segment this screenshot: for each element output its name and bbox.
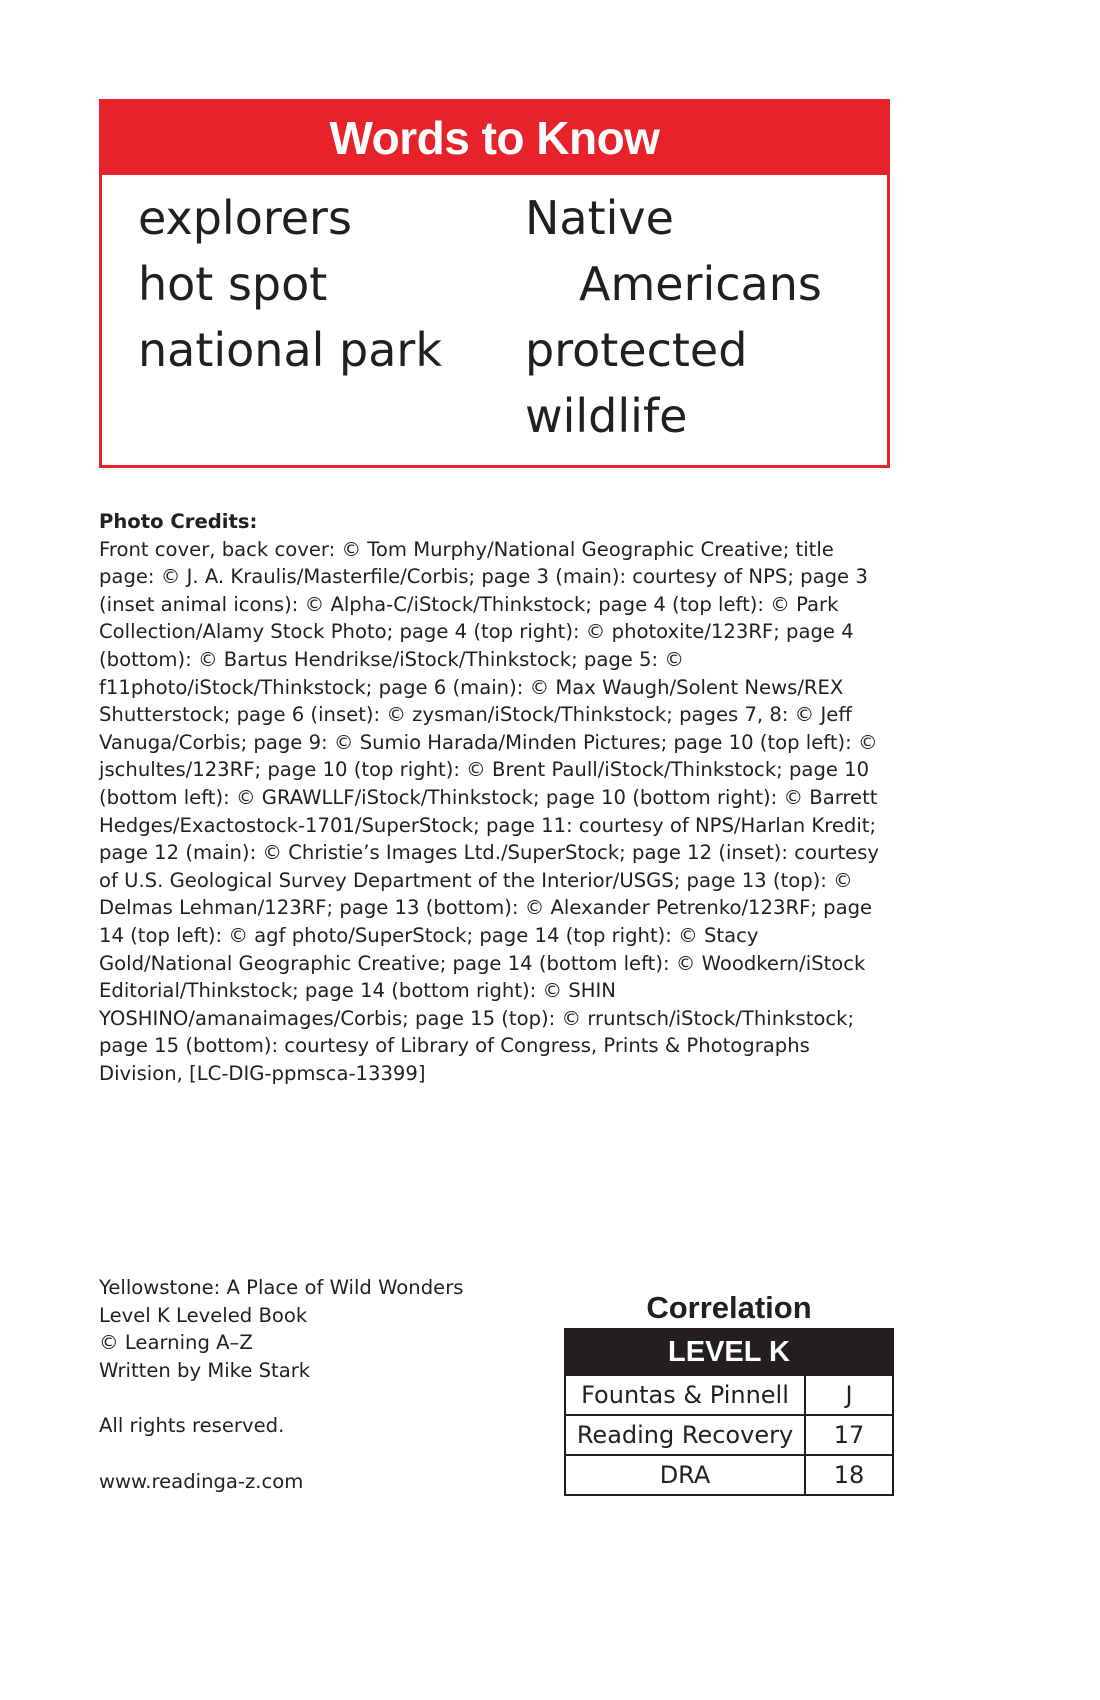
- photo-credits-heading: Photo Credits:: [99, 510, 258, 533]
- words-to-know-title: Words to Know: [102, 102, 887, 175]
- correlation-title: Correlation: [646, 1290, 812, 1325]
- book-author: Written by Mike Stark: [99, 1358, 311, 1382]
- photo-credits: [99, 508, 889, 1087]
- vocab-word-continuation: Americans: [579, 257, 822, 311]
- correlation-value: 18: [833, 1461, 865, 1489]
- correlation-value: J: [845, 1381, 853, 1409]
- correlation-table: [564, 1328, 894, 1496]
- correlation-value: 17: [833, 1421, 865, 1449]
- rights-statement: All rights reserved.: [99, 1414, 285, 1438]
- book-level: Level K Leveled Book: [99, 1303, 308, 1327]
- correlation-row: [566, 1414, 892, 1454]
- words-to-know-box: [99, 99, 890, 468]
- words-right-column: [525, 185, 822, 449]
- website-url: www.readinga-z.com: [99, 1469, 304, 1493]
- correlation-row: [566, 1454, 892, 1494]
- words-left-column: [138, 185, 442, 383]
- vocab-word: Native: [525, 191, 674, 245]
- vocab-word: national park: [138, 323, 442, 377]
- book-copyright: © Learning A–Z: [99, 1331, 253, 1355]
- vocab-word: hot spot: [138, 257, 328, 311]
- vocab-word: wildlife: [525, 389, 688, 443]
- correlation-level-header: LEVEL K: [566, 1330, 892, 1374]
- book-info: [99, 1274, 463, 1496]
- vocab-word: protected: [525, 323, 748, 377]
- spacer: [99, 1384, 463, 1412]
- spacer: [99, 1440, 463, 1468]
- correlation-system: DRA: [566, 1456, 806, 1494]
- photo-credits-text: Front cover, back cover: © Tom Murphy/National Geographic Creative; title page: © J. A. Kraulis/Masterfile/Corbis; page 3 (main): courtesy of NPS; page 3 (inset animal icons): © Alpha-C/iStock/Thinkstock; page 4 (top left): © Park Collection/Alamy Stock Photo; page 4 (top right): © photoxite/123RF; page 4 (bottom): © Bartus Hendrikse/iStock/Thinkstock; page 5: © f11photo/iStock/Thinkstock; page 6 (main): © Max Waugh/Solent News/REX Shutterstock; page 6 (inset): © zysman/iStock/Thinkstock; pages 7, 8: © Jeff Vanuga/Corbis; page 9: © Sumio Harada/Minden Pictures; page 10 (top left): © jschultes/123RF; page 10 (top right): © Brent Paull/iStock/Thinkstock; page 10 (bottom left): © GRAWLLF/iStock/Thinkstock; page 10 (bottom right): © Barrett Hedges/Exactostock-1701/SuperStock; page 11: courtesy of NPS/Harlan Kredit; page 12 (main): © Christie’s Images Ltd./SuperStock; page 12 (inset): courtesy of U.S. Geological Survey Department of the Interior/USGS; page 13 (top): © Delmas Lehman/123RF; page 13 (bottom): © Alexander Petrenko/123RF; page 14 (top left): © agf photo/SuperStock; page 14 (top right): © Stacy Gold/National Geographic Creative; page 14 (bottom left): © Woodkern/iStock Editorial/Thinkstock; page 14 (bottom right): © SHIN YOSHINO/amanaimages/Corbis; page 15 (top): © rruntsch/iStock/Thinkstock; page 15 (bottom): courtesy of Library of Congress, Prints & Photographs Division, [LC-DIG-ppmsca-13399]: [99, 537, 880, 1085]
- book-title: Yellowstone: A Place of Wild Wonders: [99, 1276, 464, 1299]
- correlation-system: Reading Recovery: [566, 1416, 806, 1454]
- correlation-system: Fountas & Pinnell: [566, 1376, 806, 1414]
- vocab-word: explorers: [138, 191, 352, 245]
- correlation-row: [566, 1374, 892, 1414]
